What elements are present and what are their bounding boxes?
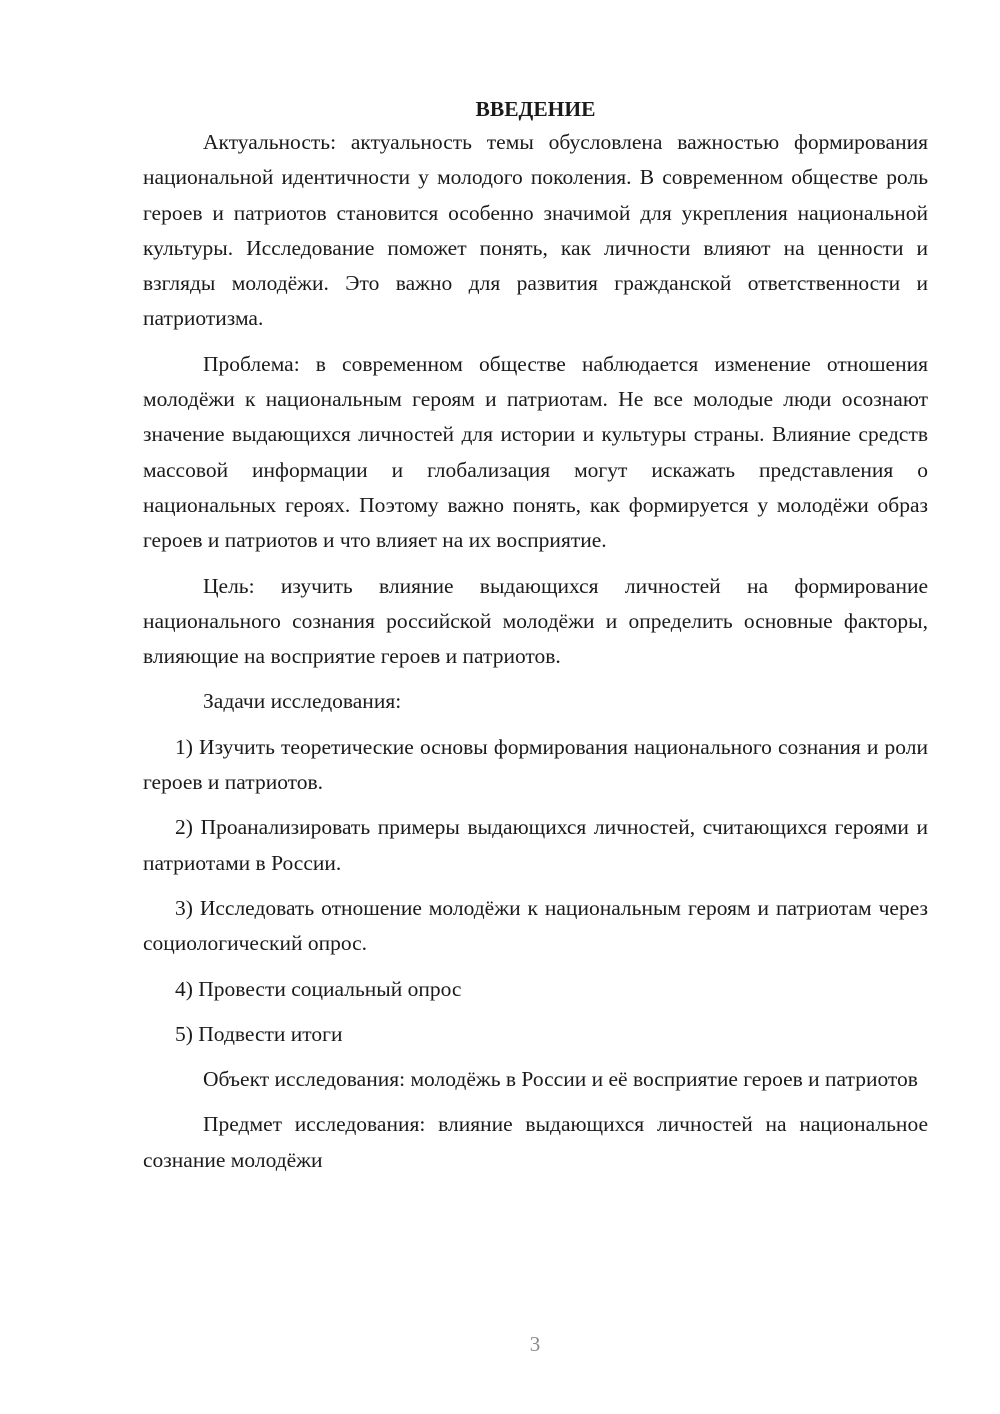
- tasks-heading: Задачи исследования:: [203, 689, 402, 714]
- list-item: 4) Провести социальный опрос: [175, 976, 462, 1001]
- list-item: 5) Подвести итоги: [175, 1021, 343, 1046]
- subject-paragraph: Предмет исследования: влияние выдающихся личностей на национальное сознание молодёжи: [143, 1112, 928, 1172]
- list-item: 2) Проанализировать примеры выдающихся личностей, считающихся героями и патриотами в России.: [143, 815, 928, 875]
- tasks-list: [143, 730, 928, 1052]
- page-number: 3: [529, 1332, 541, 1356]
- problem-paragraph: Проблема: в современном обществе наблюдается изменение отношения молодёжи к национальным героям и патриотам. Не все молодые люди осознают значение выдающихся личностей для истории и культуры страны. Влияние средств массовой информации и глобализация могут искажать представления о национальных героях. Поэтому важно понять, как формируется у молодёжи образ героев и патриотов и что влияет на их восприятие.: [143, 351, 928, 553]
- document-page: [143, 92, 928, 1188]
- list-item: 1) Изучить теоретические основы формирования национального сознания и роли героев и патриотов.: [143, 734, 928, 795]
- relevance-paragraph: Актуальность: актуальность темы обусловлена важностью формирования национальной идентичности у молодого поколения. В современном обществе роль героев и патриотов становится особенно значимой для укрепления национальной культуры. Исследование поможет понять, как личности влияют на ценности и взгляды молодёжи. Это важно для развития гражданской ответственности и патриотизма.: [143, 130, 928, 331]
- page-title: ВВЕДЕНИЕ: [475, 97, 596, 121]
- list-item: 3) Исследовать отношение молодёжи к национальным героям и патриотам через социологический опрос.: [143, 895, 928, 956]
- object-paragraph: Объект исследования: молодёжь в России и её восприятие героев и патриотов: [203, 1067, 918, 1092]
- goal-paragraph: Цель: изучить влияние выдающихся личностей на формирование национального сознания российской молодёжи и определить основные факторы, влияющие на восприятие героев и патриотов.: [143, 573, 928, 669]
